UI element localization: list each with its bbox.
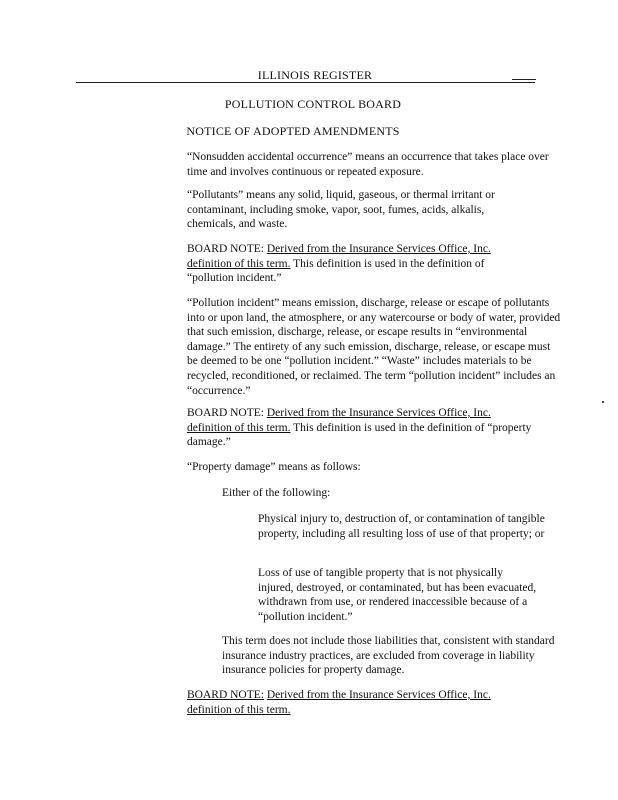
definition-nonsudden: “Nonsudden accidental occurrence” means an occurrence that takes place over time and involves continuous or repeated exposure. <box>187 151 549 178</box>
register-title: ILLINOIS REGISTER <box>257 68 373 82</box>
board-note-1 <box>187 242 517 286</box>
board-note-source: Derived from the Insurance Services Office, Inc. definition of this term. <box>187 689 491 716</box>
board-note-2 <box>187 406 532 450</box>
property-damage-exclusion: This term does not include those liabilities that, consistent with standard insurance industry practices, are excluded from coverage in liability insurance policies for property damage. <box>222 635 555 677</box>
definition-property-damage: “Property damage” means as follows: <box>187 461 361 473</box>
header-page-number-rule <box>512 79 536 80</box>
board-note-text: This definition is used in the definition of “pollution incident.” <box>187 257 485 285</box>
property-damage-loss-of-use: Loss of use of tangible property that is not physically injured, destroyed, or contaminated, but has been evacuated, withdrawn from use, or rendered inaccessible because of a “pollution incident.” <box>258 567 537 623</box>
scan-speck <box>602 401 604 403</box>
property-damage-physical-injury: Physical injury to, destruction of, or contamination of tangible property, including all resulting loss of use of that property; or <box>258 513 545 540</box>
definition-pollution-incident: “Pollution incident” means emission, discharge, release or escape of pollutants into or upon land, the atmosphere, or any watercourse or body of water, provided that such emission, discharge, release, or escape results in “environmental damage.” The entirety of any such emission, discharge, release, or escape must be deemed to be one “pollution incident.” “Waste” includes materials to be recycled, reconditioned, or reclaimed. The term “pollution incident” includes an “occurrence.” <box>187 297 561 397</box>
property-damage-either: Either of the following: <box>222 487 331 499</box>
definition-pollutants: “Pollutants” means any solid, liquid, gaseous, or thermal irritant or contaminant, including smoke, vapor, soot, fumes, acids, alkalis, chemicals, and waste. <box>187 189 495 231</box>
notice-title: NOTICE OF ADOPTED AMENDMENTS <box>186 124 400 138</box>
board-note-label: BOARD NOTE: <box>187 407 264 419</box>
board-note-source: Derived from the Insurance Services Office, Inc. definition of this term. <box>187 243 491 270</box>
header-rule <box>76 82 535 83</box>
board-note-label: BOARD NOTE: <box>187 689 264 701</box>
board-note-label: BOARD NOTE: <box>187 243 264 255</box>
board-note-text: This definition is used in the definition of “property damage.” <box>187 421 532 449</box>
agency-title: POLLUTION CONTROL BOARD <box>224 97 402 111</box>
board-note-source: Derived from the Insurance Services Office, Inc. definition of this term. <box>187 407 491 434</box>
board-note-3 <box>187 688 537 717</box>
